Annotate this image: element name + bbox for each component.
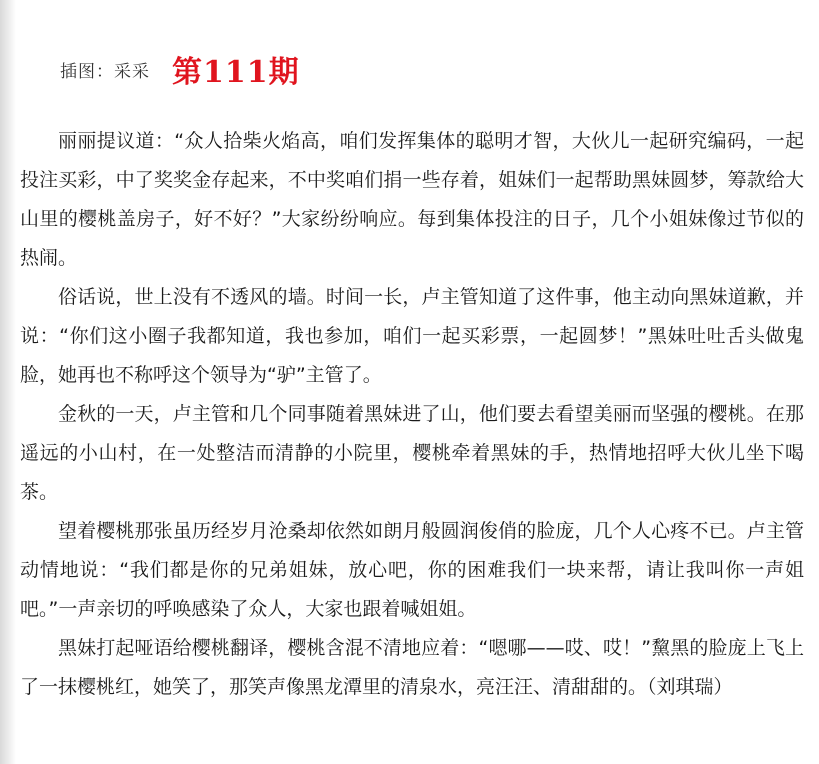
article-header bbox=[60, 44, 300, 94]
paragraph: 金秋的一天，卢主管和几个同事随着黑妹进了山，他们要去看望美丽而坚强的樱桃。在那遥远的小山村，在一处整洁而清静的小院里，樱桃牵着黑妹的手，热情地招呼大伙儿坐下喝茶。 bbox=[20, 403, 804, 503]
article-body bbox=[20, 122, 804, 707]
page-edge-shadow bbox=[0, 0, 16, 764]
paragraph: 丽丽提议道：“众人拾柴火焰高，咱们发挥集体的聪明才智，大伙儿一起研究编码，一起投注买彩，中了奖奖金存起来，不中奖咱们捐一些存着，姐妹们一起帮助黑妹圆梦，筹款给大山里的樱桃盖房子，好不好？”大家纷纷响应。每到集体投注的日子，几个小姐妹像过节似的热闹。 bbox=[20, 130, 804, 269]
paragraph: 望着樱桃那张虽历经岁月沧桑却依然如朗月般圆润俊俏的脸庞，几个人心疼不已。卢主管动情地说：“我们都是你的兄弟姐妹，放心吧，你的困难我们一块来帮，请让我叫你一声姐吧。”一声亲切的呼唤感染了众人，大家也跟着喊姐姐。 bbox=[20, 520, 804, 620]
issue-number: 第111期 bbox=[172, 55, 300, 90]
paragraph: 俗话说，世上没有不透风的墙。时间一长，卢主管知道了这件事，他主动向黑妹道歉，并说：“你们这小圈子我都知道，我也参加，咱们一起买彩票，一起圆梦！”黑妹吐吐舌头做鬼脸，她再也不称呼这个领导为“驴”主管了。 bbox=[20, 286, 804, 386]
illustrator-credit: 插图：采采 bbox=[60, 61, 150, 82]
paragraph: 黑妹打起哑语给樱桃翻译，樱桃含混不清地应着：“嗯哪——哎、哎！”黧黑的脸庞上飞上了一抹樱桃红，她笑了，那笑声像黑龙潭里的清泉水，亮汪汪、清甜甜的。（刘琪瑞） bbox=[20, 637, 804, 698]
